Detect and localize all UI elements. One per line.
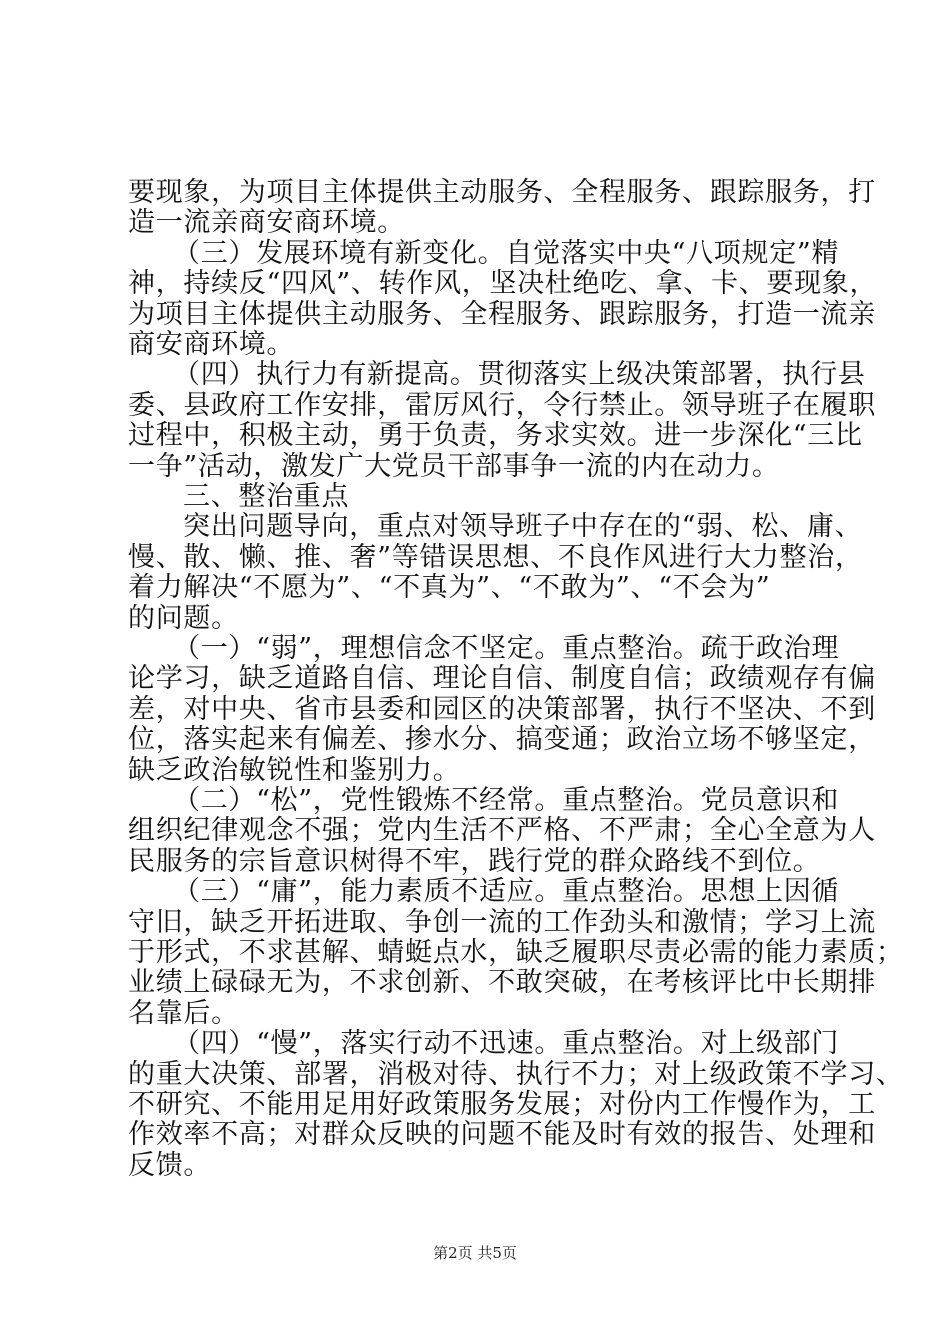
body-line: 民服务的宗旨意识树得不牢，践行党的群众路线不到位。 xyxy=(128,846,821,877)
body-line: 组织纪律观念不强；党内生活不严格、不严肃；全心全意为人 xyxy=(128,815,876,846)
body-line: 过程中，积极主动，勇于负责，务求实效。进一步深化“三比 xyxy=(128,420,863,451)
body-line: 差，对中央、省市县委和园区的决策部署，执行不坚决、不到 xyxy=(128,694,876,725)
body-line: 突出问题导向，重点对领导班子中存在的“弱、松、庸、 xyxy=(183,511,863,542)
body-line: 于形式，不求甚解、蜻蜓点水，缺乏履职尽责必需的能力素质； xyxy=(128,937,904,968)
page-number-footer: 第2页 共5页 xyxy=(433,1244,517,1262)
body-line: 不研究、不能用足用好政策服务发展；对份内工作慢作为，工 xyxy=(128,1089,876,1120)
body-line: 着力解决“不愿为”、“不真为”、“不敢为”、“不会为” xyxy=(128,572,771,603)
body-line: （二）“松”，党性锻炼不经常。重点整治。党员意识和 xyxy=(173,785,840,816)
body-line: （一）“弱”，理想信念不坚定。重点整治。疏于政治理 xyxy=(173,633,840,664)
body-line: 一争”活动，激发广大党员干部事争一流的内在动力。 xyxy=(128,451,780,482)
body-line: 位，落实起来有偏差、掺水分、搞变通；政治立场不够坚定， xyxy=(128,724,876,755)
body-line: 的重大决策、部署，消极对待、执行不力；对上级政策不学习、 xyxy=(128,1059,904,1090)
body-line: 守旧，缺乏开拓进取、争创一流的工作劲头和激情；学习上流 xyxy=(128,907,876,938)
body-line: 商安商环境。 xyxy=(128,329,295,360)
body-line: 委、县政府工作安排，雷厉风行，令行禁止。领导班子在履职 xyxy=(128,390,876,421)
body-line: 论学习，缺乏道路自信、理论自信、制度自信；政绩观存有偏 xyxy=(128,663,876,694)
body-line: 名靠后。 xyxy=(128,998,239,1029)
body-line: 业绩上碌碌无为，不求创新、不敢突破，在考核评比中长期排 xyxy=(128,967,876,998)
body-line: 为项目主体提供主动服务、全程服务、跟踪服务，打造一流亲 xyxy=(128,299,876,330)
body-line: 反馈。 xyxy=(128,1150,212,1181)
body-line: 作效率不高；对群众反映的问题不能及时有效的报告、处理和 xyxy=(128,1119,876,1150)
body-line: （四）“慢”，落实行动不迅速。重点整治。对上级部门 xyxy=(173,1028,840,1059)
body-line: 造一流亲商安商环境。 xyxy=(128,207,405,238)
body-line: 缺乏政治敏锐性和鉴别力。 xyxy=(128,755,461,786)
body-line: 神，持续反“四风”、转作风，坚决杜绝吃、拿、卡、要现象， xyxy=(128,268,878,299)
body-line: （三）发展环境有新变化。自觉落实中央“八项规定”精 xyxy=(173,238,840,269)
body-line: （四）执行力有新提高。贯彻落实上级决策部署，执行县 xyxy=(173,359,866,390)
section-heading: 三、整治重点 xyxy=(183,481,350,512)
body-line: 的问题。 xyxy=(128,603,239,634)
body-line: 慢、散、懒、推、奢”等错误思想、不良作风进行大力整治， xyxy=(128,542,863,573)
body-line: （三）“庸”，能力素质不适应。重点整治。思想上因循 xyxy=(173,876,840,907)
body-line: 要现象，为项目主体提供主动服务、全程服务、跟踪服务，打 xyxy=(128,177,876,208)
